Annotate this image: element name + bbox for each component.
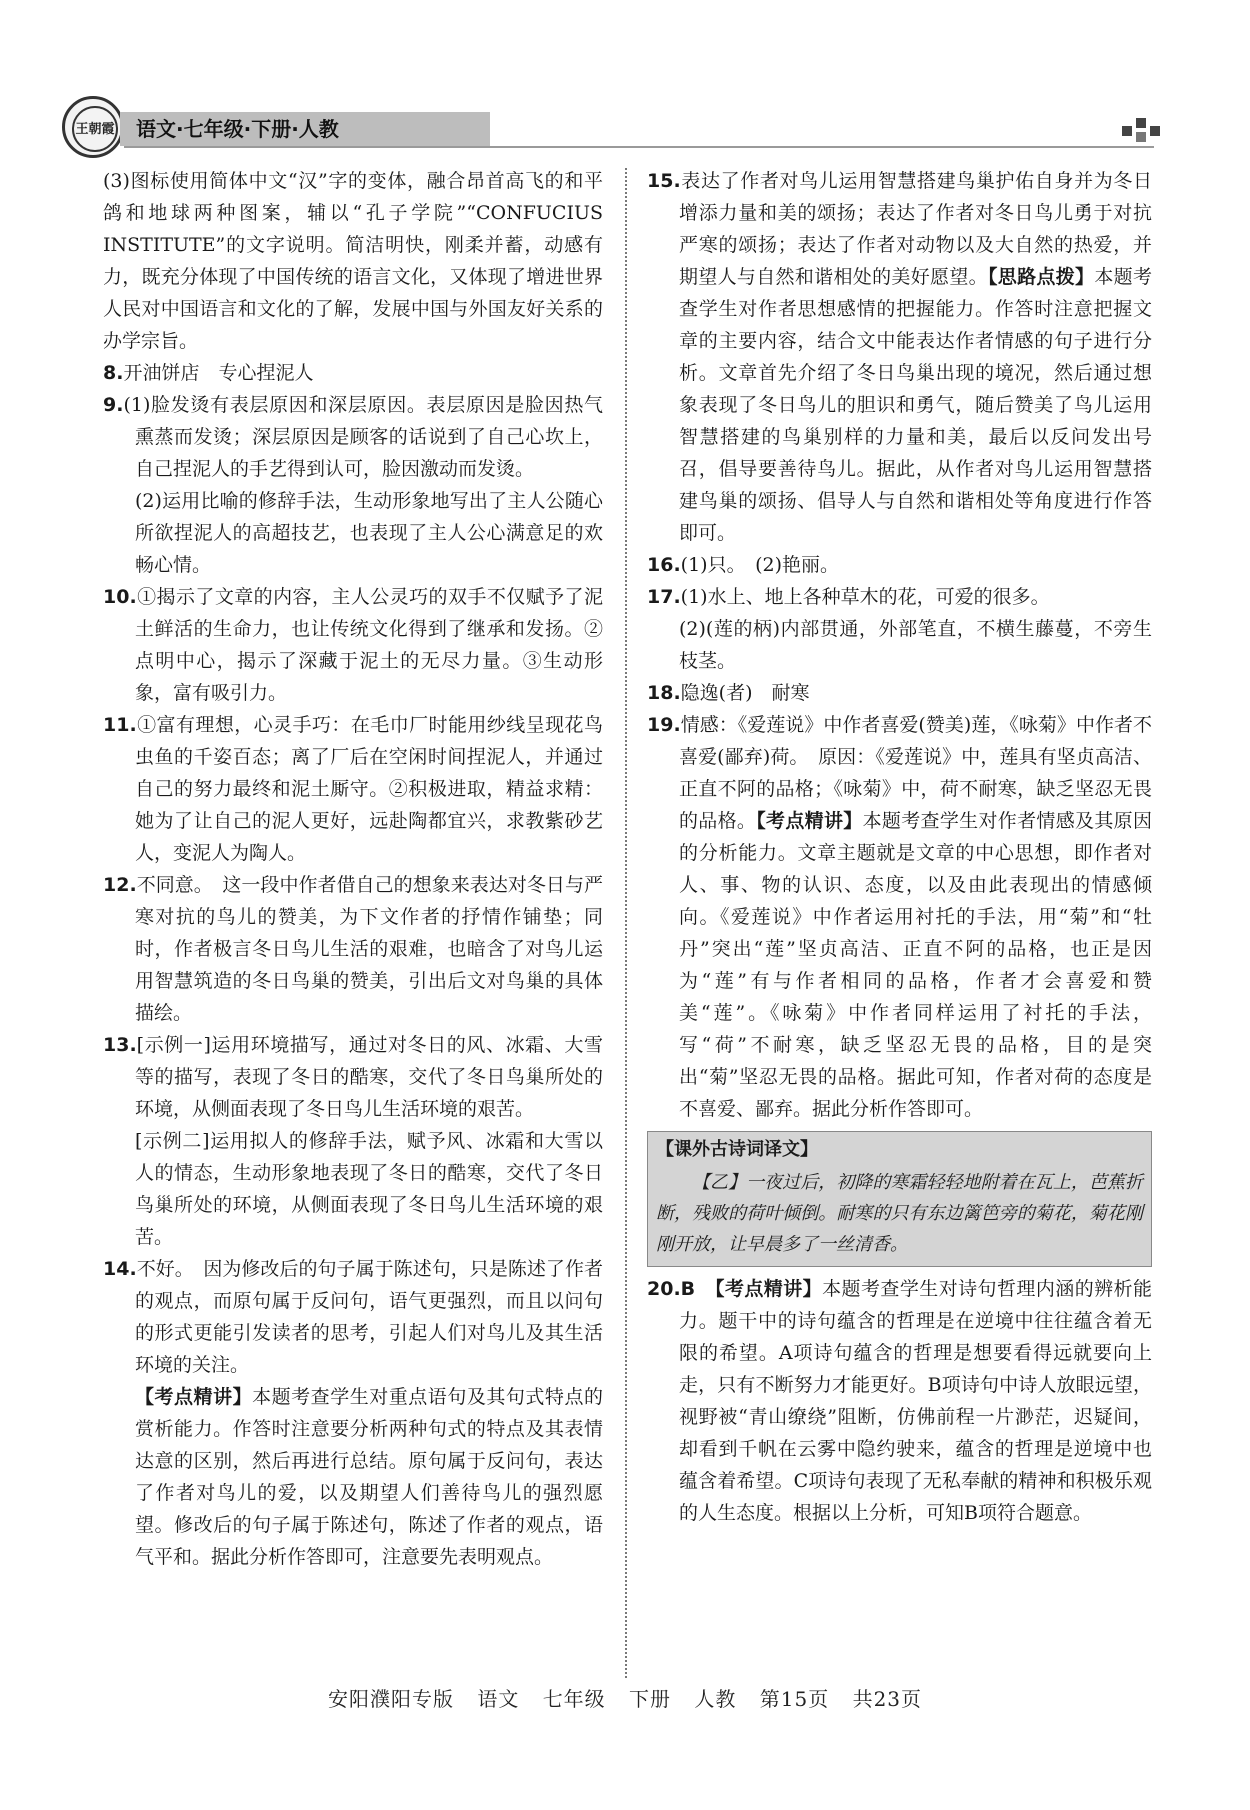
answer-text: (1)脸发烫有表层原因和深层原因。表层原因是脸因热气熏蒸而发烫；深层原因是顾客的话说到了自己心坎上，自己捏泥人的手艺得到认可，脸因激动而发烫。 — [123, 394, 603, 480]
analysis-text: 本题考查学生对重点语句及其句式特点的赏析能力。作答时注意要分析两种句式的特点及其表情达意的区别，然后再进行总结。原句属于反问句，表达了作者对鸟儿的爱，以及期望人们善待鸟儿的强烈愿望。修改后的句子属于陈述句，陈述了作者的观点，语气平和。据此分析作答即可，注意要先表明观点。 — [135, 1386, 603, 1568]
question-number: 18. — [647, 682, 681, 704]
answer-20 — [647, 1273, 1152, 1529]
answer-text: ①揭示了文章的内容，主人公灵巧的双手不仅赋予了泥土鲜活的生命力，也让传统文化得到了继承和发扬。②点明中心，揭示了深藏于泥土的无尽力量。③生动形象，富有吸引力。 — [135, 586, 603, 704]
answer-text: (1)只。 (2)艳丽。 — [680, 554, 839, 576]
question-number: 16. — [647, 554, 681, 576]
translation-box-title: 【课外古诗词译文】 — [656, 1139, 818, 1160]
answer-18 — [647, 677, 1152, 709]
question-number: 9. — [103, 394, 124, 416]
header-decoration-square — [1136, 132, 1146, 142]
answer-14-analysis — [103, 1381, 603, 1573]
answer-13-example-2: [示例二]运用拟人的修辞手法，赋予风、冰霜和大雪以人的情态，生动形象地表现了冬日的酷寒，交代了冬日鸟巢所处的环境，从侧面表现了冬日鸟儿生活环境的艰苦。 — [135, 1130, 603, 1248]
answer-14 — [103, 1253, 603, 1381]
page-title: 语文·七年级·下册·人教 — [120, 112, 490, 146]
analysis-text: 本题考查学生对作者情感及其原因的分析能力。文章主题就是文章的中心思想，即作者对人、事、物的认识、态度，以及由此表现出的情感倾向。《爱莲说》中作者运用衬托的手法，用“菊”和“牡丹”突出“莲”坚贞高洁、正直不阿的品格，也正是因为“莲”有与作者相同的品格，作者才会喜爱和赞美“莲”。《咏菊》中作者同样运用了衬托的手法，写“荷”不耐寒，缺乏坚忍无畏的品格，目的是突出“菊”坚忍无畏的品格。据此可知，作者对荷的态度是不喜爱、鄙弃。据此分析作答即可。 — [679, 810, 1152, 1120]
answer-text: 隐逸(者) 耐寒 — [680, 682, 810, 704]
footer-page-number: 第15页 — [759, 1687, 830, 1711]
analysis-tag: 【考点精讲】 — [756, 810, 863, 832]
answer-8 — [103, 357, 603, 389]
footer-grade: 七年级 — [542, 1687, 606, 1711]
question-number: 10. — [103, 586, 137, 608]
answer-text: 表达了作者对鸟儿运用智慧搭建鸟巢护佑自身并为冬日增添力量和美的颂扬；表达了作者对冬日鸟儿勇于对抗严寒的颂扬；表达了作者对动物以及大自然的热爱，并期望人与自然和谐相处的美好愿望。 — [679, 170, 1152, 288]
column-divider — [625, 168, 627, 1678]
logo-text: 王朝霞 — [72, 106, 118, 152]
question-number: 20. — [647, 1278, 681, 1300]
analysis-tag: 【思路点拨】 — [987, 266, 1095, 288]
header-decoration-square — [1122, 126, 1132, 136]
question-number: 15. — [647, 170, 681, 192]
answer-9 — [103, 389, 603, 485]
answer-choice: B — [680, 1278, 716, 1300]
answer-text: 不同意。 这一段中作者借自己的想象来表达对冬日与严寒对抗的鸟儿的赞美，为下文作者的抒情作铺垫；同时，作者极言冬日鸟儿生活的艰难，也暗含了对鸟儿运用智慧筑造的冬日鸟巢的赞美，引出后文对鸟巢的具体描绘。 — [135, 874, 603, 1024]
answer-text: [示例一]运用环境描写，通过对冬日的风、冰霜、大雪等的描写，表现了冬日的酷寒，交代了冬日鸟巢所处的环境，从侧面表现了冬日鸟儿生活环境的艰苦。 — [135, 1034, 603, 1120]
answer-12 — [103, 869, 603, 1029]
page-header — [62, 96, 1162, 156]
question-number: 13. — [103, 1034, 137, 1056]
answer-text: 情感：《爱莲说》中作者喜爱(赞美)莲，《咏菊》中作者不喜爱(鄙弃)荷。 原因：《爱莲说》中，莲具有坚贞高洁、正直不阿的品格；《咏菊》中，荷不耐寒，缺乏坚忍无畏的品格。 — [679, 714, 1152, 832]
analysis-tag: 【考点精讲】 — [715, 1278, 823, 1300]
question-number: 11. — [103, 714, 137, 736]
translation-box — [647, 1131, 1152, 1267]
left-column — [103, 165, 603, 1573]
answer-17-2: (2)(莲的柄)内部贯通，外部笔直，不横生藤蔓，不旁生枝茎。 — [679, 618, 1152, 672]
analysis-text: 本题考查学生对作者思想感情的把握能力。作答时注意把握文章的主要内容，结合文中能表达作者情感的句子进行分析。文章首先介绍了冬日鸟巢出现的境况，然后通过想象表现了冬日鸟儿的胆识和勇气，随后赞美了鸟儿运用智慧搭建的鸟巢别样的力量和美，最后以反问发出号召，倡导要善待鸟儿。据此，从作者对鸟儿运用智慧搭建鸟巢的颂扬、倡导人与自然和谐相处等角度进行作答即可。 — [679, 266, 1152, 544]
answer-13 — [103, 1029, 603, 1125]
answer-7-3: (3)图标使用简体中文“汉”字的变体，融合昂首高飞的和平鸽和地球两种图案，辅以“孔子学院”“CONFUCIUS INSTITUTE”的文字说明。简洁明快，刚柔并蓄，动感有力，既充分体现了中国传统的语言文化，又体现了增进世界人民对中国语言和文化的了解，发展中国与外国友好关系的办学宗旨。 — [103, 170, 603, 352]
right-column — [647, 165, 1152, 1529]
answer-text: (1)水上、地上各种草木的花，可爱的很多。 — [680, 586, 1050, 608]
answer-17 — [647, 581, 1152, 613]
answer-19 — [647, 709, 1152, 1125]
answer-9-2: (2)运用比喻的修辞手法，生动形象地写出了主人公随心所欲捏泥人的高超技艺，也表现了主人公心满意足的欢畅心情。 — [135, 490, 603, 576]
analysis-text: 本题考查学生对诗句哲理内涵的辨析能力。题干中的诗句蕴含的哲理是在逆境中往往蕴含着无限的希望。A项诗句蕴含的哲理是想要看得远就要向上走，只有不断努力才能更好。B项诗句中诗人放眼远望，视野被“青山缭绕”阻断，仿佛前程一片渺茫，迟疑间，却看到千帆在云雾中隐约驶来，蕴含的哲理是逆境中也蕴含着希望。C项诗句表现了无私奉献的精神和积极乐观的人生态度。根据以上分析，可知B项符合题意。 — [679, 1278, 1152, 1524]
answer-15 — [647, 165, 1152, 549]
header-rule — [124, 146, 1154, 148]
question-number: 8. — [103, 362, 124, 384]
translation-box-text: 【乙】一夜过后，初降的寒霜轻轻地附着在瓦上，芭蕉折断，残败的荷叶倾倒。耐寒的只有东边篱笆旁的菊花，菊花刚刚开放，让早晨多了一丝清香。 — [656, 1172, 1143, 1255]
footer-publisher: 人教 — [694, 1687, 737, 1711]
header-decoration-square — [1136, 118, 1146, 128]
question-number: 12. — [103, 874, 137, 896]
answer-text: 开油饼店 专心捏泥人 — [123, 362, 314, 384]
page-footer — [0, 1683, 1250, 1712]
footer-total-pages: 共23页 — [852, 1687, 923, 1711]
brand-logo — [62, 96, 124, 158]
answer-16 — [647, 549, 1152, 581]
footer-subject: 语文 — [477, 1687, 520, 1711]
answer-text: 不好。 因为修改后的句子属于陈述句，只是陈述了作者的观点，而原句属于反问句，语气更强烈，而且以问句的形式更能引发读者的思考，引起人们对鸟儿及其生活环境的关注。 — [135, 1258, 603, 1376]
question-number: 17. — [647, 586, 681, 608]
footer-edition: 安阳濮阳专版 — [327, 1687, 454, 1711]
answer-10 — [103, 581, 603, 709]
answer-11 — [103, 709, 603, 869]
header-decoration-square — [1150, 126, 1160, 136]
analysis-tag: 【考点精讲】 — [135, 1386, 253, 1408]
answer-text: ①富有理想，心灵手巧：在毛巾厂时能用纱线呈现花鸟虫鱼的千姿百态；离了厂后在空闲时间捏泥人，并通过自己的努力最终和泥土厮守。②积极进取，精益求精：她为了让自己的泥人更好，远赴陶都宜兴，求教紫砂艺人，变泥人为陶人。 — [135, 714, 603, 864]
question-number: 19. — [647, 714, 681, 736]
question-number: 14. — [103, 1258, 137, 1280]
footer-volume: 下册 — [629, 1687, 672, 1711]
